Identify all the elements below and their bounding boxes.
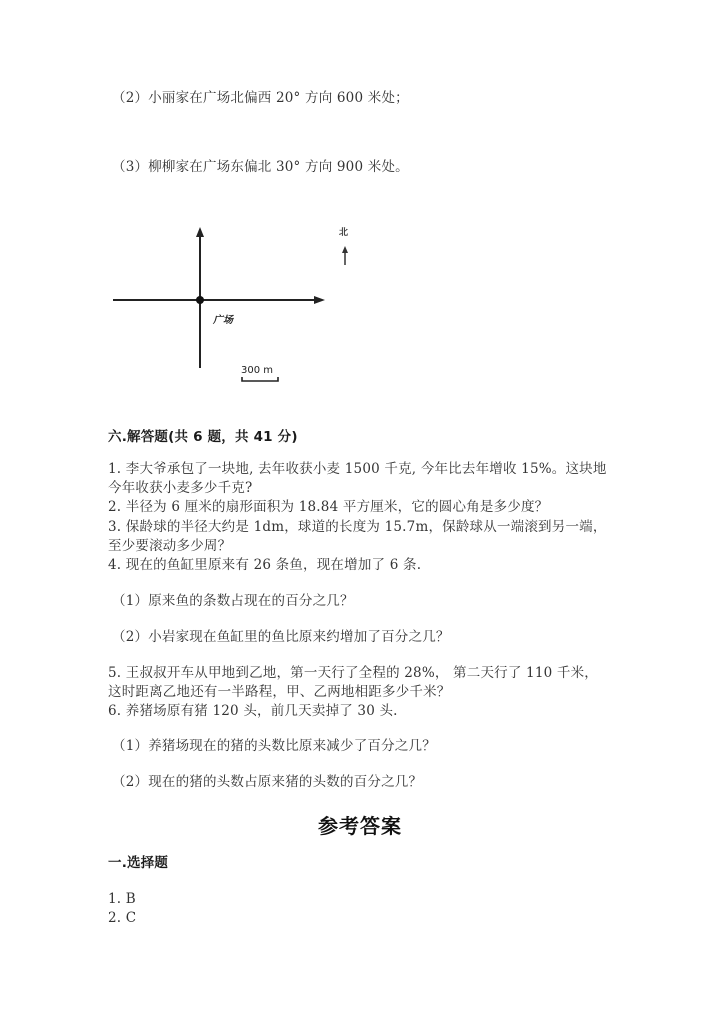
- scale-label: 300 m: [241, 365, 274, 376]
- intro-item-3: （3）柳柳家在广场东偏北 30° 方向 900 米处。: [112, 159, 409, 175]
- answers-title: 参考答案: [318, 814, 402, 838]
- intro-item-2: （2）小丽家在广场北偏西 20° 方向 600 米处；: [112, 90, 409, 106]
- question-4: 4. 现在的鱼缸里原来有 26 条鱼，现在增加了 6 条.: [108, 557, 422, 573]
- answer-2: 2. C: [108, 910, 137, 926]
- question-3-line-1: 3. 保龄球的半径大约是 1dm，球道的长度为 15.7m，保龄球从一端滚到另一端，: [108, 519, 607, 535]
- plaza-label: 广场: [213, 315, 233, 326]
- question-4-sub-1: （1）原来鱼的条数占现在的百分之几？: [112, 593, 354, 609]
- north-label: 北: [339, 228, 349, 238]
- answers-section-1-heading: 一.选择题: [108, 855, 169, 871]
- question-1-line-2: 今年收获小麦多少千克?: [108, 480, 253, 496]
- question-2: 2. 半径为 6 厘米的扇形面积为 18.84 平方厘米，它的圆心角是多少度？: [108, 499, 549, 515]
- question-5-line-1: 5. 王叔叔开车从甲地到乙地，第一天行了全程的 28%， 第二天行了 110 千米，: [108, 665, 599, 681]
- question-5-line-2: 这时距离乙地还有一半路程，甲、乙两地相距多少千米？: [108, 684, 451, 700]
- question-6-sub-1: （1）养猪场现在的猪的头数比原来减少了百分之几？: [112, 738, 436, 754]
- east-axis-arrow-icon: [314, 296, 325, 304]
- question-3-line-2: 至少要滚动多少周？: [108, 538, 232, 554]
- north-indicator-arrow-icon: [342, 246, 348, 253]
- answer-1: 1. B: [108, 891, 136, 907]
- question-1-line-1: 1. 李大爷承包了一块地, 去年收获小麦 1500 千克, 今年比去年增收 15%。这块地: [108, 461, 607, 477]
- question-6-sub-2: （2）现在的猪的头数占原来猪的头数的百分之几？: [112, 774, 423, 790]
- section-6-heading: 六.解答题(共 6 题，共 41 分): [108, 429, 298, 445]
- direction-diagram: [100, 215, 380, 395]
- north-axis-arrow-icon: [196, 227, 204, 237]
- scale-bar-icon: [242, 377, 278, 381]
- question-4-sub-2: （2）小岩家现在鱼缸里的鱼比原来约增加了百分之几？: [112, 629, 450, 645]
- plaza-center-dot-icon: [196, 296, 204, 304]
- question-6: 6. 养猪场原有猪 120 头，前几天卖掉了 30 头.: [108, 703, 398, 719]
